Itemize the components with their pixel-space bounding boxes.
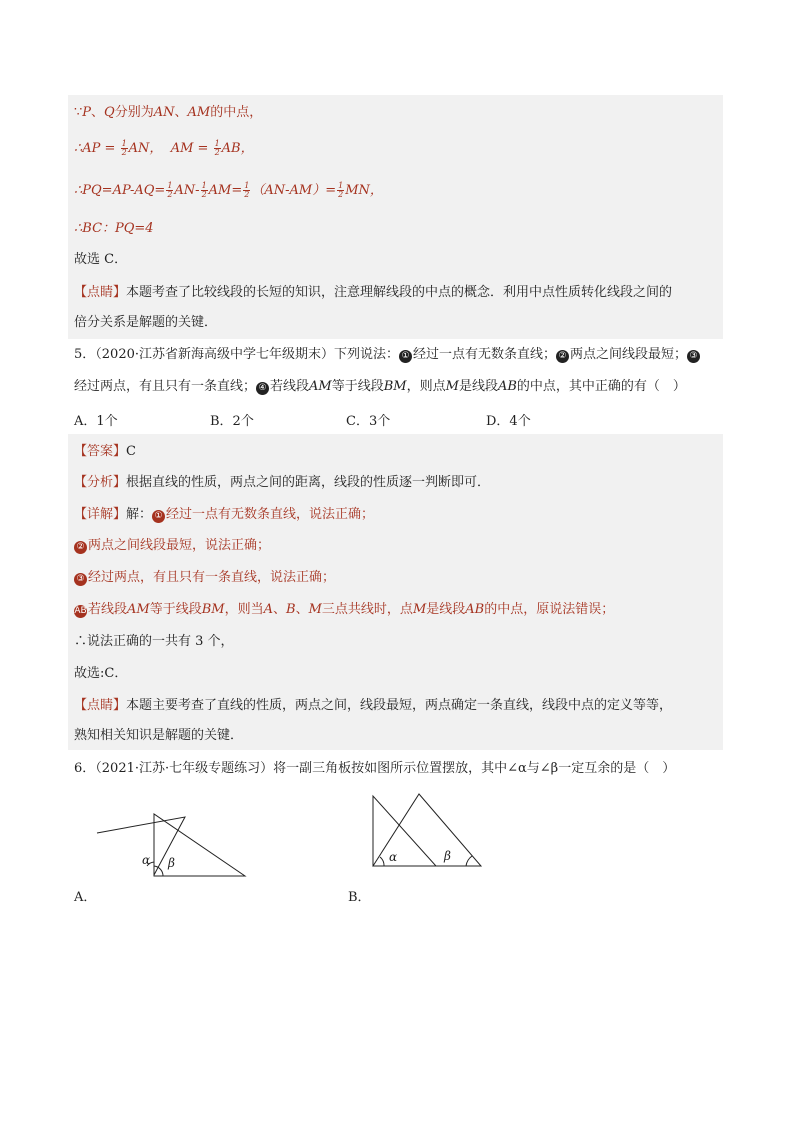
option-a[interactable]: A．1个: [74, 414, 118, 429]
detail-line-3: ③ 经过两点，有且只有一条直线，说法正确；: [74, 569, 335, 587]
solution-line-4: ∴BC：PQ=4: [74, 221, 154, 236]
option-c[interactable]: C．3个: [346, 414, 391, 429]
option-b[interactable]: B．2个: [210, 414, 254, 429]
tip-block-prev: 【点睛】本题考查了比较线段的长短的知识，注意理解线段的中点的概念．利用中点性质转化线段之间的: [74, 285, 673, 300]
question-5-line-1: 5．（2020·江苏省新海高级中学七年级期末）下列说法： ① 经过一点有无数条直线； ② 两点之间线段最短； ③: [74, 346, 701, 364]
tip-block-prev-line2: 倍分关系是解题的关键．: [74, 315, 218, 330]
solution-block-prev: [68, 95, 723, 339]
angle-arc-b-beta: [466, 856, 472, 866]
count-line: ∴说法正确的一共有 3 个，: [74, 634, 234, 649]
alpha-label-a: α: [142, 853, 151, 867]
angle-arc-a: [154, 866, 163, 876]
beta-label-b: β: [444, 849, 451, 863]
angle-arc-b-alpha: [380, 857, 384, 866]
detail-line-2: ② 两点之间线段最短，说法正确；: [74, 537, 270, 555]
fraction-half: $\frac{1}{2}$: [167, 181, 173, 199]
question-5-line-2: 经过两点，有且只有一条直线； ④ 若线段AM等于线段BM，则点M是线段AB的中点，其中正确的有（ ）: [74, 379, 686, 394]
detail-line-1: 【详解】解： ① 经过一点有无数条直线，说法正确；: [74, 507, 375, 522]
choose-line: 故选:C．: [74, 666, 128, 681]
option-d[interactable]: D．4个: [486, 414, 531, 429]
solution-line-2: ∴AP = $\frac{1}{2}$ AN， AM = $\frac{1}{2}$ AB，: [74, 139, 254, 157]
fraction-half: $\frac{1}{2}$: [244, 181, 250, 199]
beta-label-a: β: [168, 856, 175, 870]
solution-line-3: ∴PQ=AP-AQ= $\frac{1}{2}$ AN- $\frac{1}{2}$ AM= $\frac{1}{2}$ （AN-AM）= $\frac{1}{2}$ MN，: [74, 181, 383, 199]
figure-b-label: B．: [348, 890, 371, 905]
detail-line-4: AB若线段AM等于线段BM，则当A、B、M三点共线时，点M是线段AB的中点，原说法错误；: [74, 602, 615, 617]
fraction-half: $\frac{1}{2}$: [201, 181, 207, 199]
tip-block-q5-line2: 熟知相关知识是解题的关键．: [74, 728, 244, 743]
answer-line: 【答案】C: [74, 444, 136, 459]
fraction-half: $\frac{1}{2}$: [121, 139, 127, 157]
fraction-half: $\frac{1}{2}$: [214, 139, 220, 157]
question-6-stem: 6．（2021·江苏·七年级专题练习）将一副三角板按如图所示位置摆放，其中∠α与∠β一定互余的是（ ）: [74, 761, 676, 776]
figure-a-label: A．: [74, 890, 97, 905]
tip-block-q5: 【点睛】本题主要考查了直线的性质，两点之间，线段最短，两点确定一条直线，线段中点的定义等等，: [74, 698, 673, 713]
figure-a-set-squares: [94, 810, 254, 900]
solution-line-5: 故选 C．: [74, 252, 128, 267]
triangle-b-left: [373, 796, 436, 866]
analysis-line: 【分析】根据直线的性质，两点之间的距离，线段的性质逐一判断即可．: [74, 475, 491, 490]
solution-line-1: ∵P、Q分别为AN、AM的中点，: [74, 105, 263, 120]
figure-b-set-squares: [370, 792, 490, 872]
fraction-half: $\frac{1}{2}$: [338, 181, 344, 199]
alpha-label-b: α: [389, 850, 398, 864]
